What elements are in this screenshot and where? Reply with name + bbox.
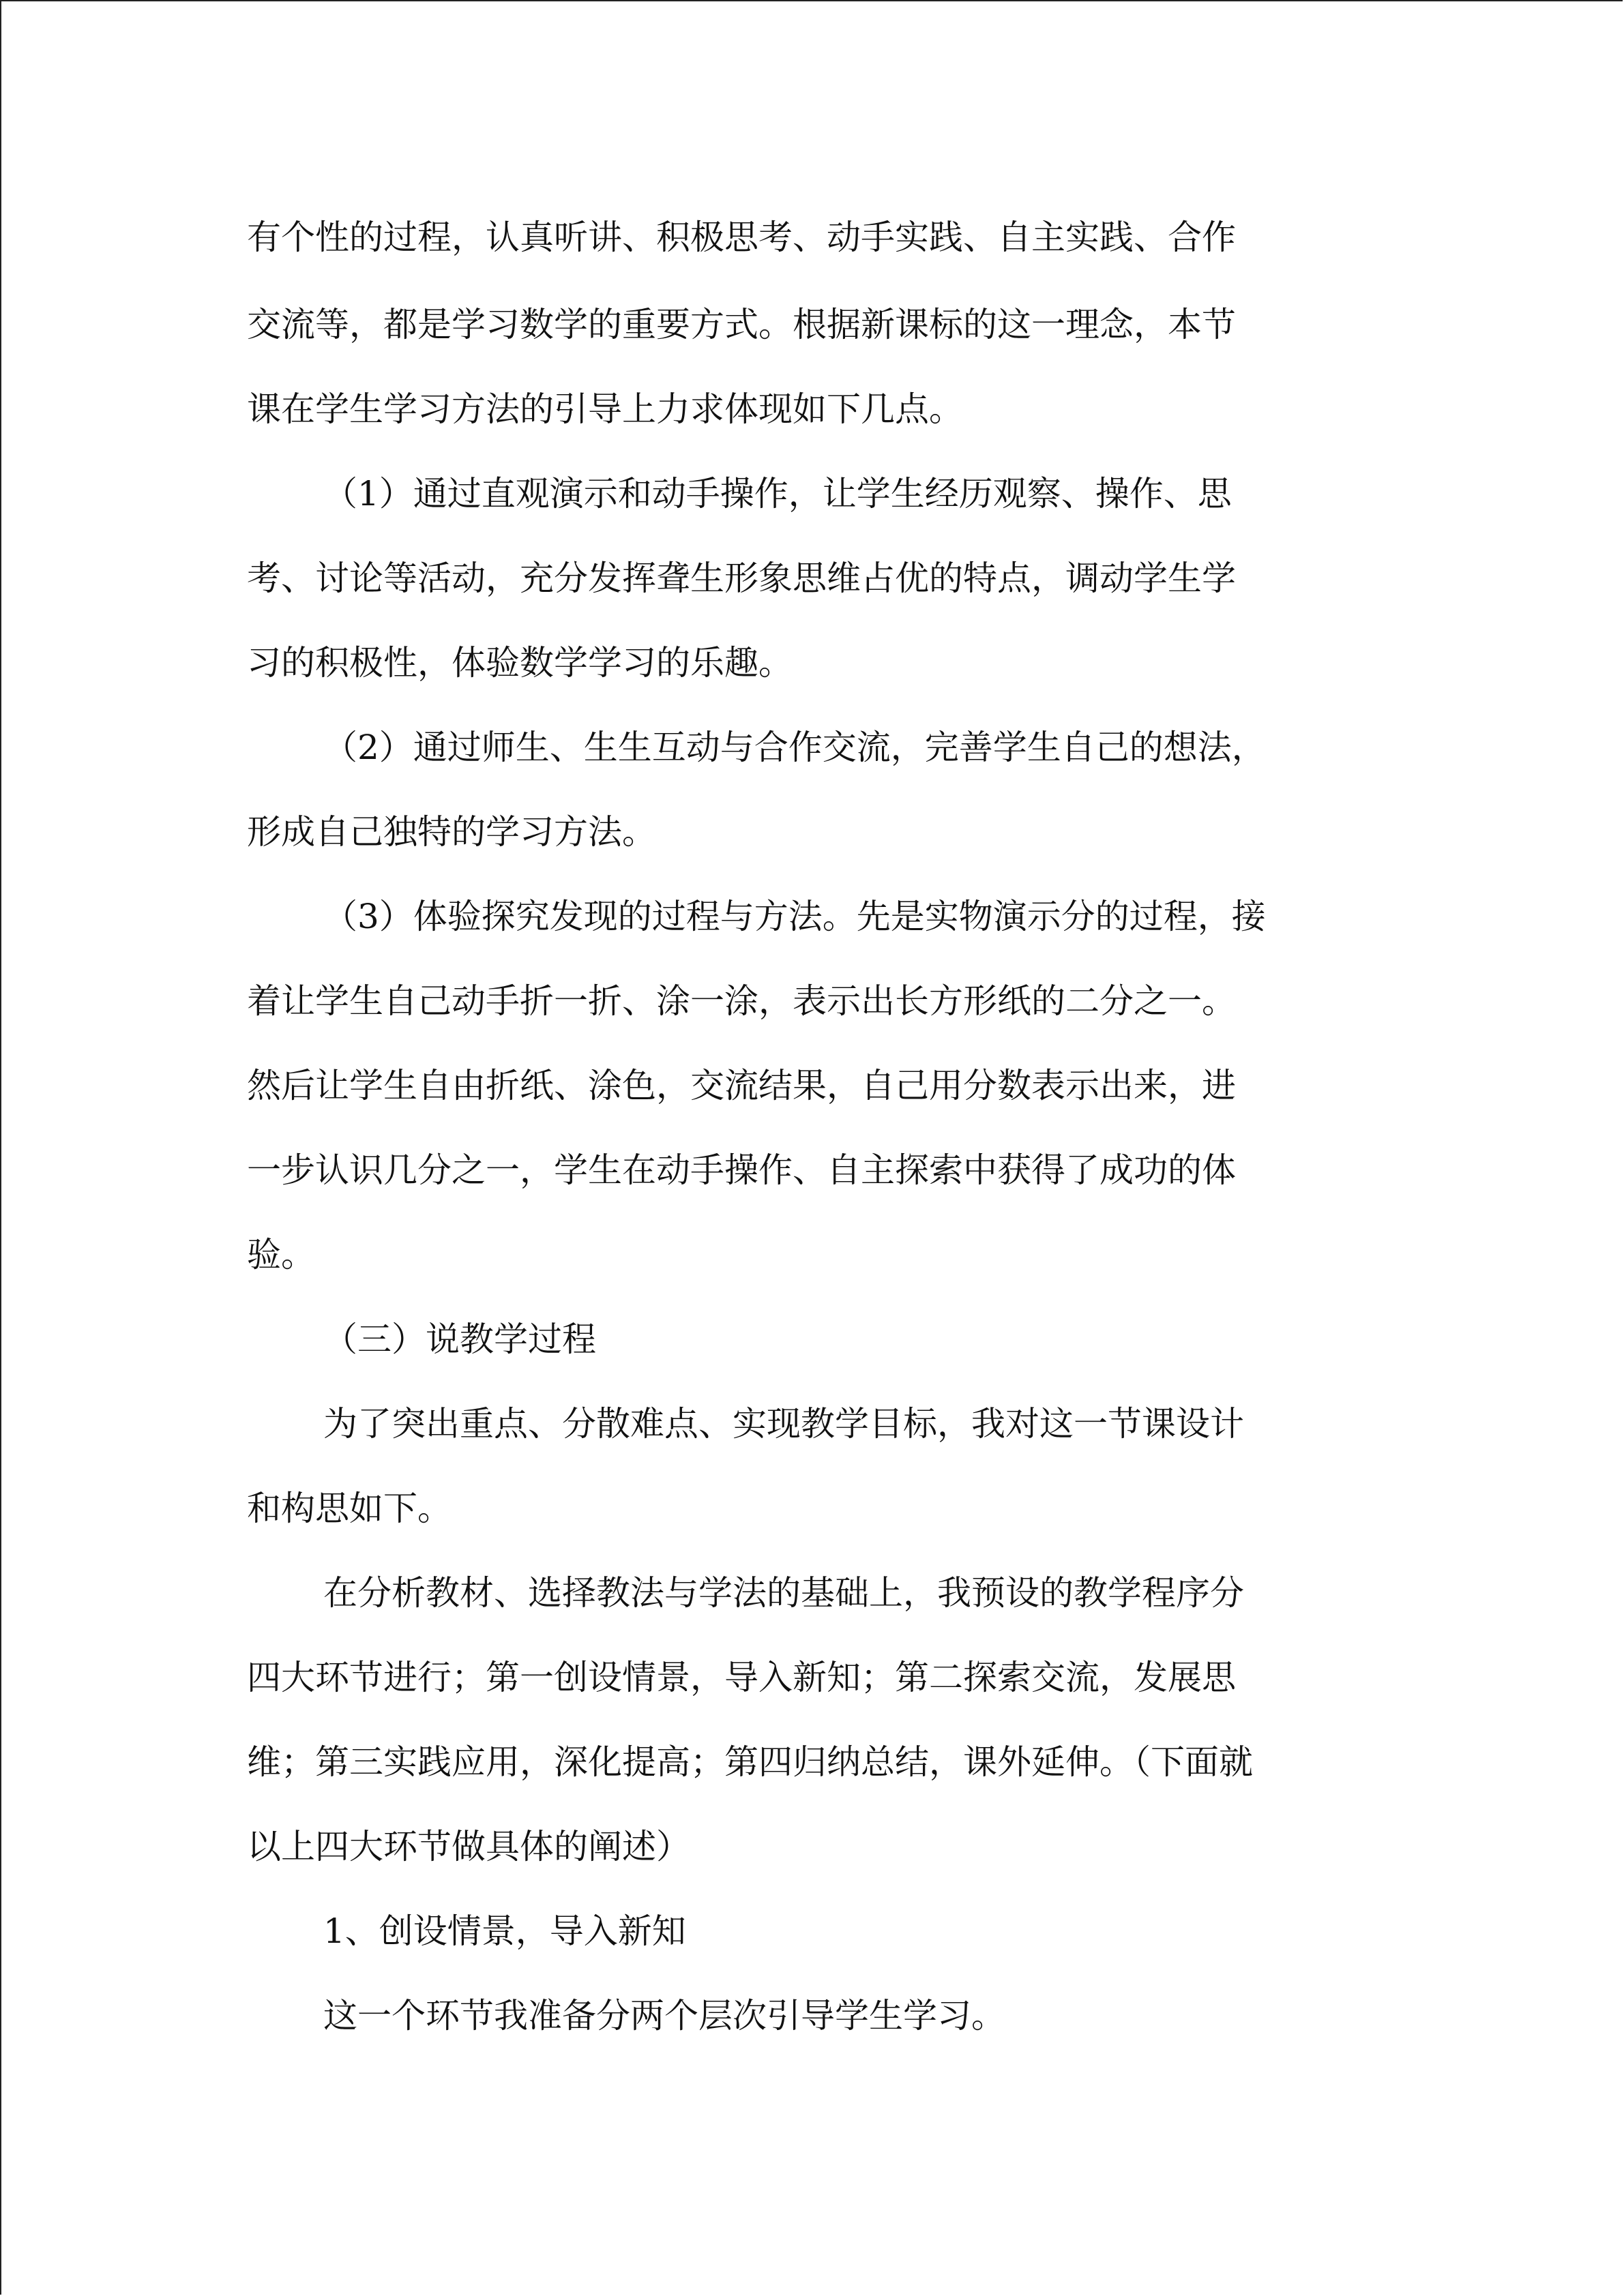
text-line: 着让学生自己动手折一折、涂一涂，表示出长方形纸的二分之一。 [247,981,1236,1021]
paragraph-start-line: 这一个环节我准备分两个层次引导学生学习。 [323,1996,1005,2036]
text-line: 维；第三实践应用，深化提高；第四归纳总结，课外延伸。（下面就 [247,1742,1253,1782]
section-heading: （三）说教学过程 [323,1320,596,1359]
text-line: 形成自己独特的学习方法。 [247,812,656,852]
subsection-heading: 1、创设情景，导入新知 [323,1911,686,1951]
text-line: 有个性的过程，认真听讲、积极思考、动手实践、自主实践、合作 [247,218,1236,257]
text-line: 然后让学生自由折纸、涂色，交流结果，自己用分数表示出来，进 [247,1066,1236,1105]
text-line: 和构思如下。 [247,1489,452,1528]
paragraph-start-line: （2）通过师生、生生互动与合作交流，完善学生自己的想法， [323,728,1266,767]
paragraph-start-line: 在分析教材、选择教法与学法的基础上，我预设的教学程序分 [323,1573,1244,1613]
text-line: 考、讨论等活动，充分发挥聋生形象思维占优的特点，调动学生学 [247,558,1236,598]
paragraph-start-line: （1）通过直观演示和动手操作，让学生经历观察、操作、思 [323,474,1232,513]
text-line: 习的积极性，体验数学学习的乐趣。 [247,643,793,683]
text-line: 验。 [247,1235,315,1274]
paragraph-start-line: 为了突出重点、分散难点、实现教学目标，我对这一节课设计 [323,1404,1244,1444]
text-line: 四大环节进行；第一创设情景，导入新知；第二探索交流，发展思 [247,1658,1236,1697]
paragraph-start-line: （3）体验探究发现的过程与方法。先是实物演示分的过程，接 [323,897,1266,936]
text-line: 以上四大环节做具体的阐述） [247,1827,690,1866]
text-line: 交流等，都是学习数学的重要方式。根据新课标的这一理念，本节 [247,305,1236,344]
text-line: 课在学生学习方法的引导上力求体现如下几点。 [247,389,963,429]
text-line: 一步认识几分之一，学生在动手操作、自主探索中获得了成功的体 [247,1150,1236,1190]
